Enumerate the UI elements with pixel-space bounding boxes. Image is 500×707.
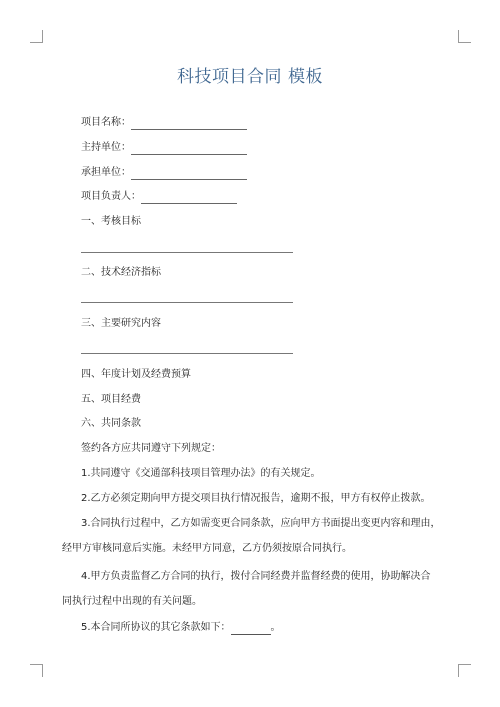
host-unit-field bbox=[81, 141, 247, 155]
term-5-end: 。 bbox=[270, 622, 281, 633]
term-3-line-2: 经甲方审核同意后实施。未经甲方同意，乙方仍须按原合同执行。 bbox=[62, 543, 352, 554]
undertaking-unit-field bbox=[81, 166, 247, 180]
term-1: 1.共同遵守《交通部科技项目管理办法》的有关规定。 bbox=[81, 468, 321, 479]
section-common-terms: 六、共同条款 bbox=[81, 418, 141, 429]
undertaking-unit-blank[interactable] bbox=[131, 168, 247, 180]
term-5 bbox=[81, 621, 281, 635]
project-leader-field bbox=[81, 190, 237, 204]
host-unit-blank[interactable] bbox=[131, 143, 247, 155]
project-leader-blank[interactable] bbox=[141, 192, 237, 204]
section-annual-plan-budget: 四、年度计划及经费预算 bbox=[81, 369, 191, 380]
host-unit-label: 主持单位： bbox=[81, 142, 131, 153]
assessment-goals-answer-line[interactable] bbox=[81, 252, 293, 253]
section-assessment-goals: 一、考核目标 bbox=[81, 216, 141, 227]
term-5-blank[interactable] bbox=[231, 624, 271, 635]
document-title: 科技项目合同 模板 bbox=[177, 67, 323, 87]
terms-intro: 签约各方应共同遵守下列规定： bbox=[81, 443, 221, 454]
term-3-line-1: 3.合同执行过程中，乙方如需变更合同条款，应向甲方书面提出变更内容和理由， bbox=[81, 518, 441, 529]
project-name-label: 项目名称： bbox=[81, 117, 131, 128]
term-4-line-2: 同执行过程中出现的有关问题。 bbox=[62, 596, 202, 607]
crop-mark-bottom-left bbox=[30, 664, 43, 677]
project-leader-label: 项目负责人： bbox=[81, 191, 141, 202]
research-content-answer-line[interactable] bbox=[81, 353, 293, 354]
section-research-content: 三、主要研究内容 bbox=[81, 318, 161, 329]
project-name-blank[interactable] bbox=[131, 118, 247, 130]
term-5-text: 5.本合同所协议的其它条款如下： bbox=[81, 622, 231, 633]
technical-indicators-answer-line[interactable] bbox=[81, 302, 293, 303]
crop-mark-bottom-right bbox=[458, 664, 471, 677]
section-technical-indicators: 二、技术经济指标 bbox=[81, 267, 161, 278]
term-2: 2.乙方必须定期向甲方提交项目执行情况报告，逾期不报，甲方有权停止拨款。 bbox=[81, 493, 431, 504]
crop-mark-top-right bbox=[458, 30, 471, 43]
crop-mark-top-left bbox=[30, 30, 43, 43]
term-4-line-1: 4.甲方负责监督乙方合同的执行，拨付合同经费并监督经费的使用，协助解决合 bbox=[81, 571, 431, 582]
undertaking-unit-label: 承担单位： bbox=[81, 167, 131, 178]
project-name-field bbox=[81, 116, 247, 130]
section-project-funding: 五、项目经费 bbox=[81, 394, 141, 405]
